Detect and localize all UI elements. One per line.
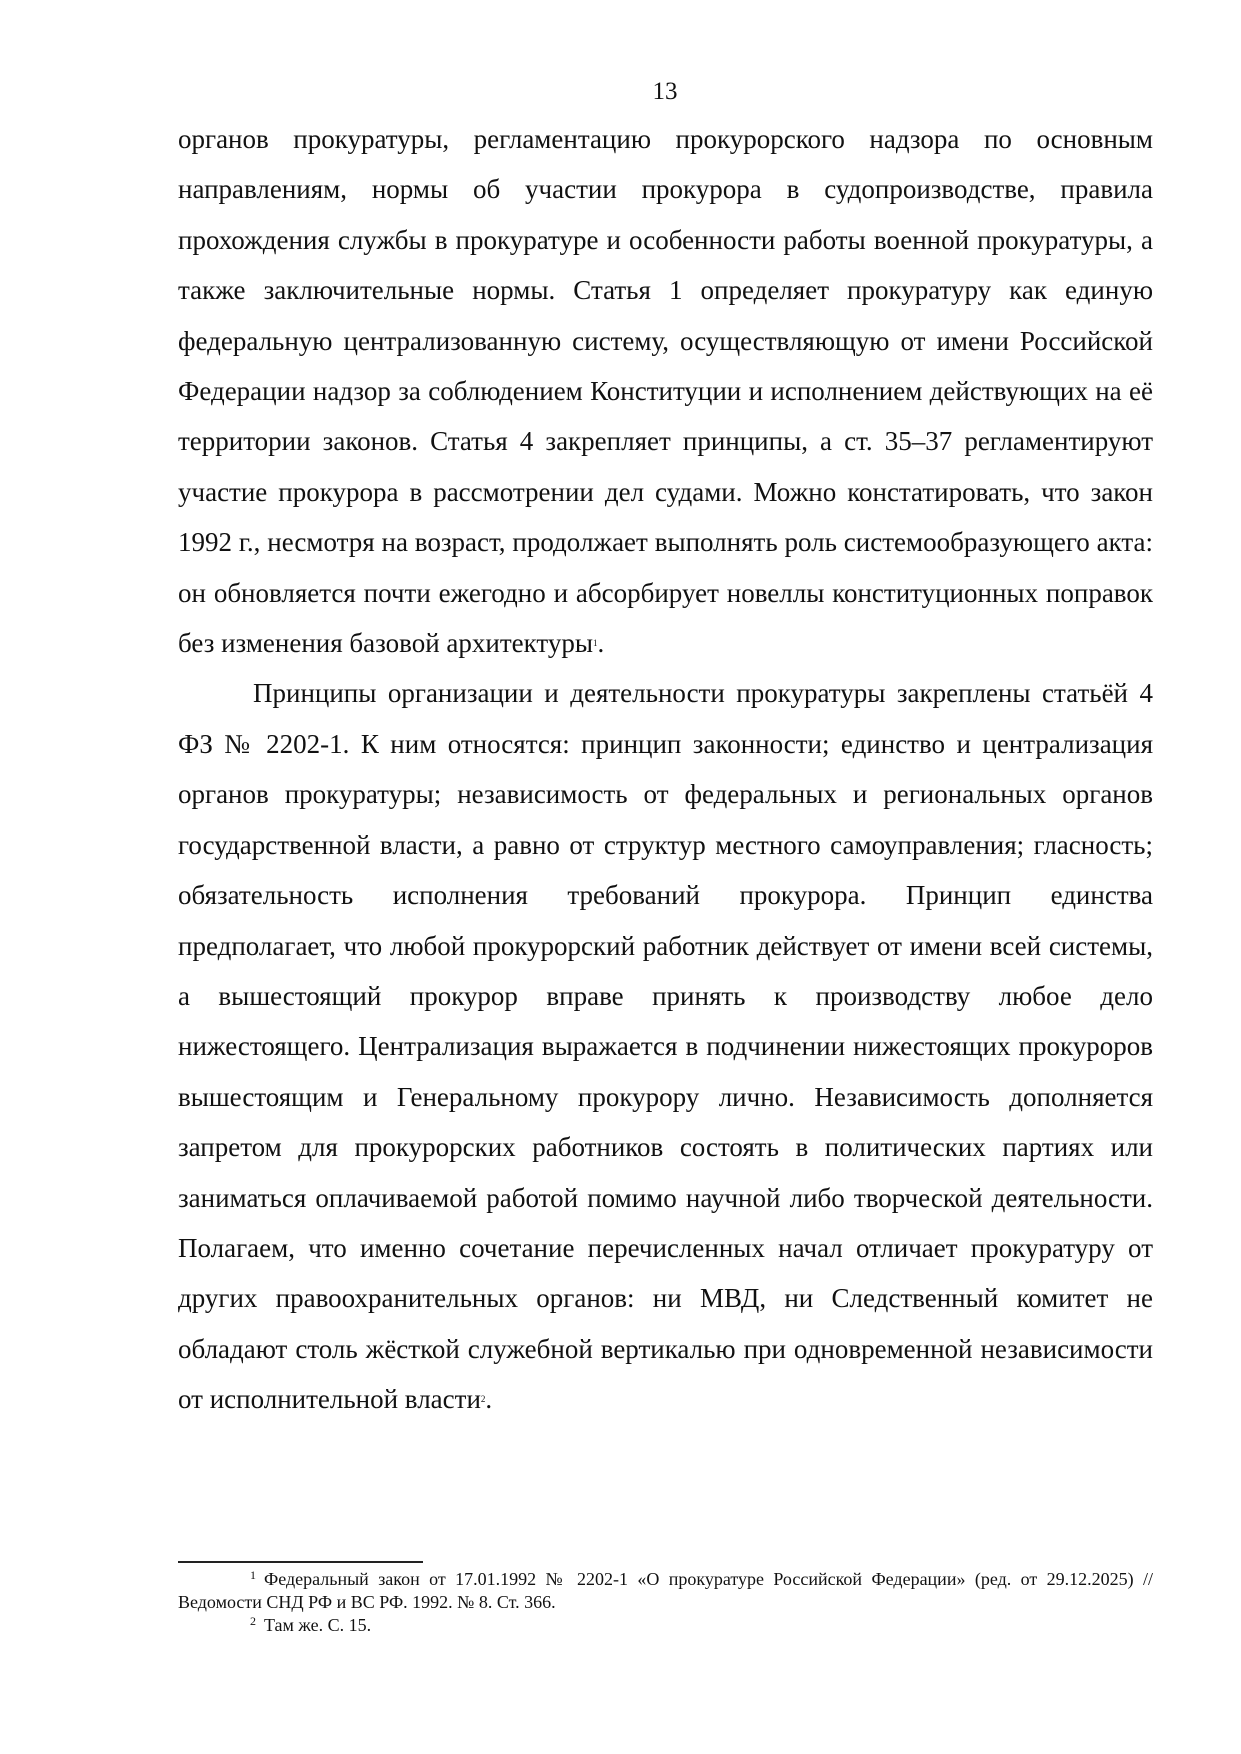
footnote-1-text: Федеральный закон от 17.01.1992 № 2202-1 «О прокуратуре Российской Федерации» (ред. от 29.12.2025) // Ведомости СНД РФ и ВС РФ. 1992. № 8. Ст. 366. xyxy=(178,1569,1153,1612)
paragraph-2 xyxy=(178,668,1153,1424)
footnote-separator xyxy=(178,1561,423,1563)
footnote-1-number: 1 xyxy=(250,1568,256,1582)
paragraph-1-end: . xyxy=(597,628,605,659)
footnote-2-text: Там же. С. 15. xyxy=(264,1615,372,1635)
paragraph-2-end: . xyxy=(485,1384,493,1415)
paragraph-1 xyxy=(178,114,1153,668)
footnote-1 xyxy=(178,1568,1153,1614)
body-text xyxy=(178,114,1153,1425)
footnote-ref-1[interactable]: 1 xyxy=(592,638,598,649)
footnote-2 xyxy=(178,1614,1153,1637)
footnote-2-number: 2 xyxy=(250,1614,256,1628)
footnote-ref-2[interactable]: 2 xyxy=(480,1394,486,1405)
paragraph-2-text: Принципы организации и деятельности прокуратуры закреплены статьёй 4 ФЗ № 2202-1. К ним относятся: принцип законности; единство и централизация органов прокуратуры; независимость от федеральных и региональных органов государственной власти, а равно от структур местного самоуправления; гласность; обязательность исполнения требований прокурора. Принцип единства предполагает, что любой прокурорский работник действует от имени всей системы, а вышестоящий прокурор вправе принять к производству любое дело нижестоящего. Централизация выражается в подчинении нижестоящих прокуроров вышестоящим и Генеральному прокурору лично. Независимость дополняется запретом для прокурорских работников состоять в политических партиях или заниматься оплачиваемой работой помимо научной либо творческой деятельности. Полагаем, что именно сочетание перечисленных начал отличает прокуратуру от других правоохранительных органов: ни МВД, ни Следственный комитет не обладают столь жёсткой служебной вертикалью при одновременной независимости от исполнительной власти xyxy=(178,678,1153,1415)
paragraph-1-text: органов прокуратуры, регламентацию прокурорского надзора по основным направлениям, нормы об участии прокурора в судопроизводстве, правила прохождения службы в прокуратуре и особенности работы военной прокуратуры, а также заключительные нормы. Статья 1 определяет прокуратуру как единую федеральную централизованную систему, осуществляющую от имени Российской Федерации надзор за соблюдением Конституции и исполнением действующих на её территории законов. Статья 4 закрепляет принципы, а ст. 35–37 регламентируют участие прокурора в рассмотрении дел судами. Можно констатировать, что закон 1992 г., несмотря на возраст, продолжает выполнять роль системообразующего акта: он обновляется почти ежегодно и абсорбирует новеллы конституционных поправок без изменения базовой архитектуры xyxy=(178,124,1153,659)
footnotes xyxy=(178,1568,1153,1637)
page-number: 13 xyxy=(652,78,678,105)
